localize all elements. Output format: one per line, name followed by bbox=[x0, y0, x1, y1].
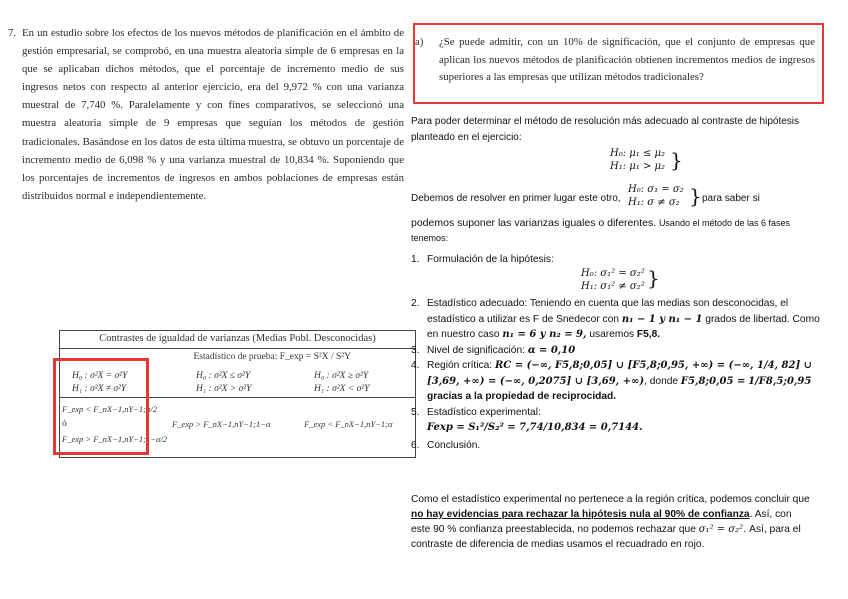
problem-statement bbox=[8, 24, 404, 205]
step-1-hypotheses: H₀: σ₁² = σ₂² H₁: σ₁² ≠ σ₂² } bbox=[581, 266, 660, 292]
table-region-two-sided-lower: F_exp < F_nX−1,nY−1;α/2 bbox=[62, 404, 158, 414]
step-4: 4. Región crítica: RC = (−∞, F5,8;0,05] ∪ [F5,8;0,95, +∞) = (−∞, 1/4, 82] ∪ [3,69, +∞) = (−∞, 0,2075] ∪ [3,69, +∞), donde F5,8;0,05 = 1/F8,5;0,95 gracias a la propiedad de reciprocidad. bbox=[411, 360, 813, 402]
table-statistic: Estadístico de prueba: F_exp = S²X / S²Y bbox=[193, 352, 351, 362]
question-label: a) bbox=[415, 36, 424, 48]
solution-intro: Para poder determinar el método de resolución más adecuado al contraste de hipótesis planteado en el ejercicio: bbox=[411, 116, 800, 143]
table-h0-right: H₀ : σ²X ≤ σ²Y bbox=[196, 371, 251, 381]
steps-list bbox=[411, 252, 821, 454]
table-h0-two-sided: H₀ : σ²X = σ²Y bbox=[72, 371, 128, 381]
table-divider bbox=[60, 348, 415, 349]
table-h1-two-sided: H₁ : σ²X ≠ σ²Y bbox=[72, 384, 127, 394]
conclusion-paragraph: Como el estadístico experimental no pertenece a la región crítica, podemos concluir que no hay evidencias para rechazar la hipótesis nula al 90% de confianza. Así, con este 90 % confianza preestablecida, no podemos rechazar que σ₁² = σ₂². Así, para el contraste de diferencia de medias usamos el recuadrado en rojo. bbox=[411, 494, 810, 550]
question-text: ¿Se puede admitir, con un 10% de significación, que el conjunto de empresas que aplican los nuevos métodos de planificación obtienen incrementos medios de ingresos superiores a las empresas que utilizan métodos tradicionales? bbox=[439, 36, 815, 83]
step-5-formula: Fexp = S₁²/S₂² = 7,74/10,834 = 0,7144. bbox=[427, 422, 643, 433]
variance-h0: H₀: σ₁ = σ₂ bbox=[628, 184, 684, 195]
problem-text: En un estudio sobre los efectos de los nuevos métodos de planificación en el ámbito de gestión empresarial, se comprobó, en una muestra aleatoria simple de 6 empresas en la que se aplicaban dichos métodos, que el porcentaje de incremento medio de sus ingresos netos con respecto al anterior ejercicio, era del 9,972 % con una varianza muestral de 7,740 %. Paralelamente y con fines comparativos, se seleccionó una muestra aleatoria simple de 9 empresas que seguían los métodos de gestión tradicionales. Basándose en los datos de esta última muestra, se obtuvo un porcentaje de incremento medio de 6,098 % y una varianza muestral de 10,834 %. Suponiendo que los porcentajes de incrementos de ingresos en ambos poblaciones de empresas están distribuidos normal e independientemente. bbox=[22, 27, 404, 202]
question-text-block bbox=[415, 34, 815, 87]
step-1: 1. Formulación de la hipótesis: bbox=[411, 254, 554, 265]
conclusion-emphasis: no hay evidencias para rechazar la hipótesis nula al 90% de confianza bbox=[411, 509, 750, 520]
means-h0: H₀: μ₁ ≤ μ₂ bbox=[610, 148, 666, 159]
variance-text-cd bbox=[411, 216, 821, 246]
table-h0-left: H₀ : σ²X ≥ σ²Y bbox=[314, 371, 369, 381]
step-6: 6. Conclusión. bbox=[411, 440, 481, 451]
variance-text-d: Usando el método de las 6 fases tenemos: bbox=[411, 218, 791, 243]
table-h1-left: H₁ : σ²X < σ²Y bbox=[314, 384, 370, 394]
table-region-left: F_exp < F_nX−1,nY−1;α bbox=[304, 419, 393, 429]
variance-text-b: para saber si bbox=[702, 193, 760, 204]
step-2: 2. Estadístico adecuado: Teniendo en cuenta que las medias son desconocidas, el estadístico a utilizar es F de Snedecor con n₁ − 1 y n₁ − 1 grados de libertad. Como en nuestro caso n₁ = 6 y n₂ = 9, usaremos F5,8. bbox=[411, 298, 820, 340]
table-region-or: ó bbox=[62, 419, 67, 429]
brace: } bbox=[670, 148, 683, 172]
brace: } bbox=[689, 184, 702, 208]
variance-text-c: podemos suponer las varianzas iguales o diferentes. bbox=[411, 217, 657, 229]
means-h1: H₁: μ₁ > μ₂ bbox=[610, 161, 666, 172]
problem-number: 7. bbox=[8, 27, 17, 39]
table-title: Contrastes de igualdad de varianzas (Medias Pobl. Desconocidas) bbox=[99, 333, 376, 344]
step-5: 5. Estadístico experimental: bbox=[411, 406, 541, 418]
step-3: 3. Nivel de significación: α = 0,10 bbox=[411, 344, 576, 356]
table-region-two-sided-upper: F_exp > F_nX−1,nY−1;1−α/2 bbox=[62, 434, 168, 444]
variance-text-a: Debemos de resolver en primer lugar este otro, bbox=[411, 193, 621, 204]
red-highlight-box bbox=[53, 358, 149, 455]
variance-h1: H₁: σ ≠ σ₂ bbox=[628, 197, 680, 208]
table-region-right: F_exp > F_nX−1,nY−1;1−α bbox=[172, 419, 271, 429]
table-h1-right: H₁ : σ²X > σ²Y bbox=[196, 384, 252, 394]
